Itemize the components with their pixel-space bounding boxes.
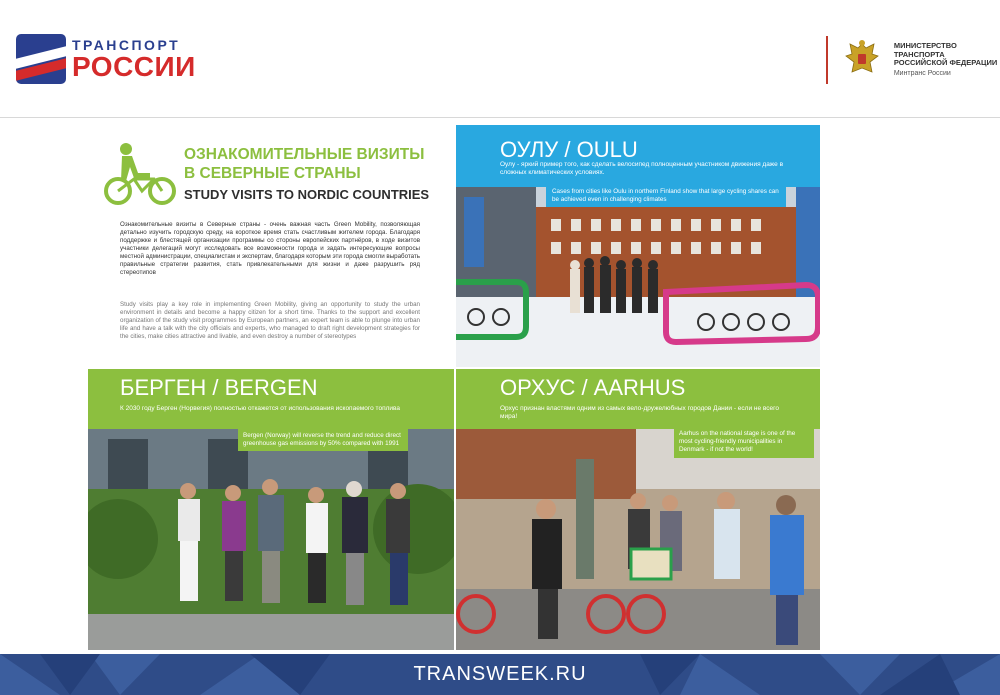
ministry-name-line2: РОССИЙСКОЙ ФЕДЕРАЦИИ — [893, 58, 998, 68]
flag-wave-icon — [16, 34, 66, 84]
aarhus-description: Орхус признан властями одним из самых вело-дружелюбных городов Дании - если не всего мира! — [500, 405, 780, 421]
logo-big-text: РОССИИ — [72, 50, 196, 82]
slide-content — [88, 125, 820, 650]
oulu-panel — [456, 125, 820, 367]
footer-site-link[interactable]: TRANSWEEK.RU — [413, 663, 587, 685]
bergen-photo — [88, 429, 454, 650]
aarhus-panel — [456, 369, 820, 650]
intro-text-en: Study visits play a key role in implementing Green Mobility, giving an opportunity to study the urban environment in details and become a happy citizen for a short time. Thanks to the support and excellent organization of the study visit programmes by European partners, an expert team is able to plunge into urban life and have a talk with the city officials and experts, who managed to draft right development strategies for the cities, make cities attractive and livable, and even destroy a number of stereotypes — [120, 301, 420, 341]
aarhus-title: ОРХУС / AARHUS — [500, 375, 686, 400]
bergen-title: БЕРГЕН / BERGEN — [120, 375, 318, 400]
ministry-short-name: Минтранс России — [893, 69, 951, 77]
intro-title-en: STUDY VISITS TO NORDIC COUNTRIES — [184, 187, 430, 202]
footer-banner — [0, 654, 1000, 695]
ministry-logo[interactable] — [826, 36, 1000, 84]
aarhus-photo — [456, 429, 820, 650]
intro-text-ru: Ознакомительные визиты в Северные страны - очень важная часть Green Mobility, позволяющая детально изучить городскую среду, на короткое время стать счастливым жителем города. Благодаря поддержке и блестящей организации программы со стороны европейских партнёров, в ходе визитов участники делегаций могут исследовать все возможности города и задать интересующие вопросы местной администрации, специалистам и экспертам, благодаря которым эти города смогли выработать правильные стратегии развития, стать привлекательными для жизни и даже разрушить ряд стереотипов — [120, 221, 420, 277]
double-headed-eagle-icon — [840, 38, 884, 82]
bergen-panel — [88, 369, 454, 650]
oulu-title: ОУЛУ / OULU — [500, 137, 638, 162]
transport-russia-logo[interactable] — [16, 34, 196, 84]
bergen-callout: Bergen (Norway) will reverse the trend and reduce direct greenhouse gas emissions by 50% compared with 1991 — [238, 429, 408, 451]
header — [0, 0, 1000, 118]
oulu-description: Оулу - яркий пример того, как сделать велосипед полноценным участником движения даже в сложных климатических условиях. — [500, 161, 784, 177]
bergen-description: К 2030 году Берген (Норвегия) полностью откажется от использования ископаемого топлива — [120, 405, 401, 412]
intro-title-ru: ОЗНАКОМИТЕЛЬНЫЕ ВИЗИТЫ В СЕВЕРНЫЕ СТРАНЫ — [184, 146, 425, 183]
oulu-callout: Cases from cities like Oulu in northern Finland show that large cycling shares can be achieved even in challenging climates — [546, 185, 786, 207]
divider — [826, 36, 828, 84]
oulu-photo — [456, 187, 820, 367]
aarhus-callout: Aarhus on the national stage is one of the most cycling-friendly municipalities in Denmark - if not the world! — [674, 427, 814, 458]
logo-small-text: ТРАНСПОРТ — [72, 36, 181, 53]
intro-panel — [88, 125, 454, 367]
ministry-name-line1: МИНИСТЕРСТВО ТРАНСПОРТА — [893, 41, 957, 59]
cyclist-icon — [104, 139, 182, 209]
